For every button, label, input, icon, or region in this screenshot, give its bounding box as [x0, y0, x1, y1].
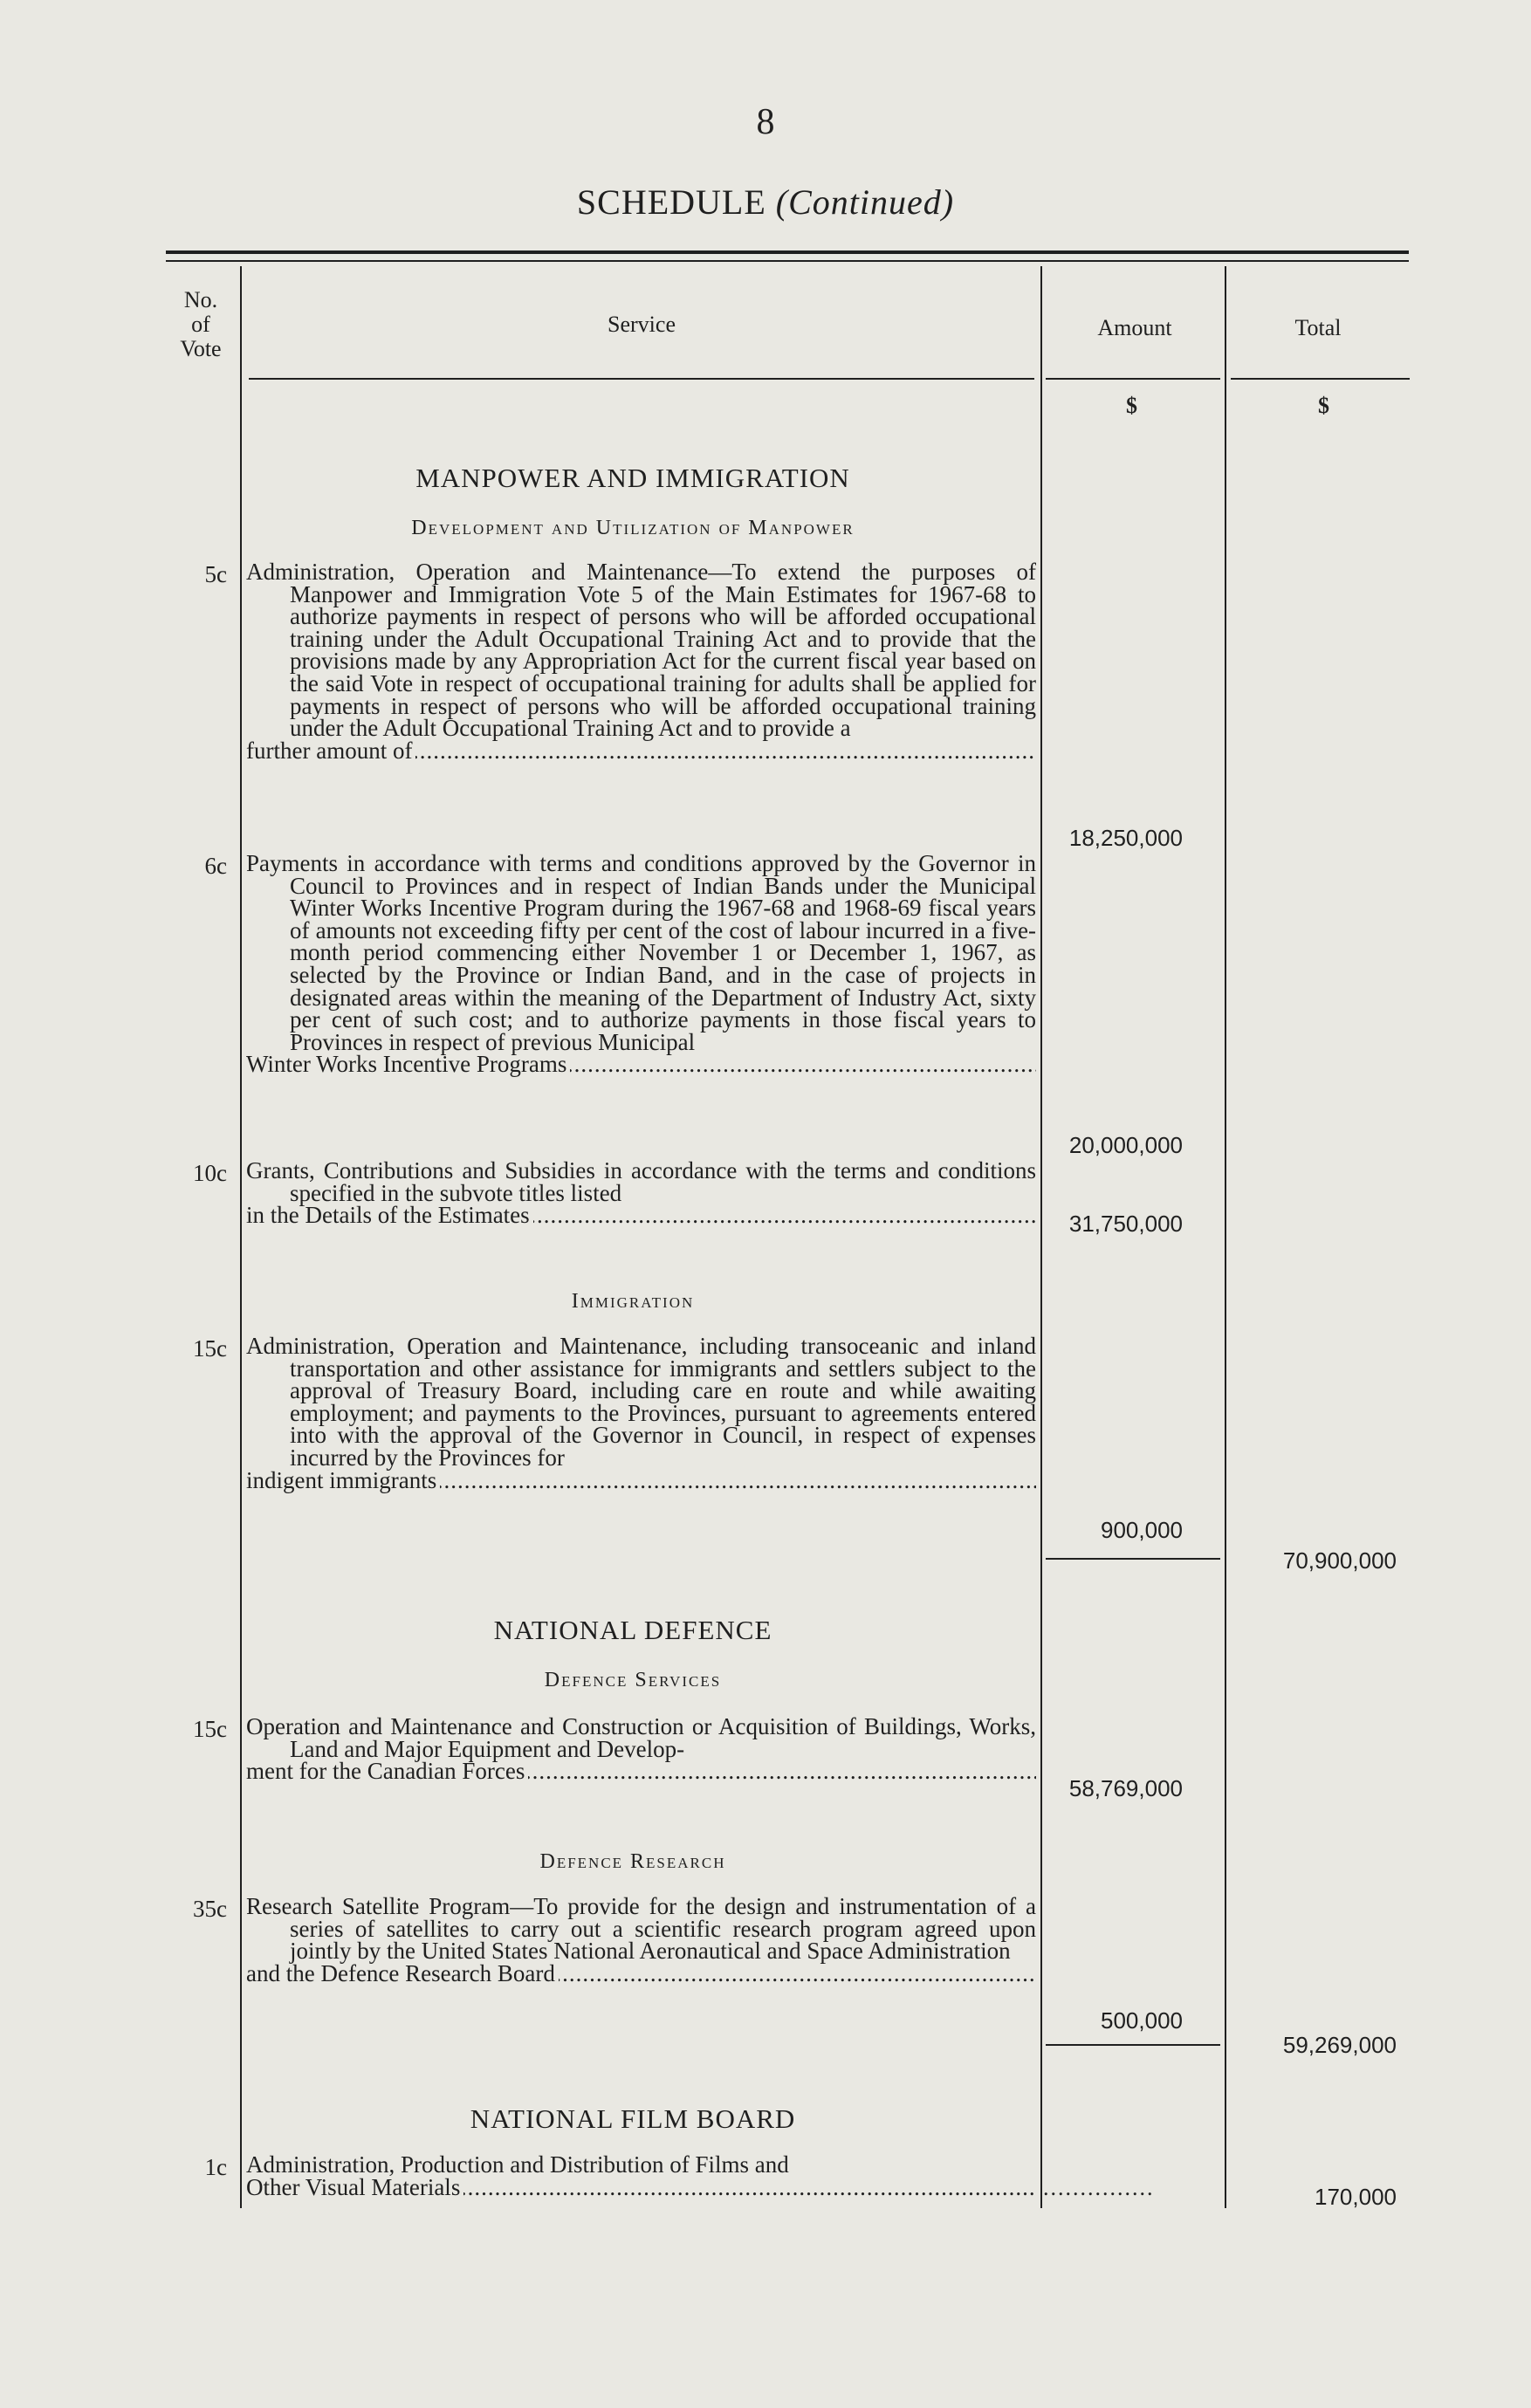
leader-line: Other Visual Materials ..... [290, 2177, 1036, 2199]
subsection-title: Defence Research [539, 1850, 726, 1873]
schedule-title [0, 182, 1531, 223]
header-vote: No. of Vote [180, 287, 222, 361]
leader-line: ment for the Canadian Forces ..... [290, 1760, 1036, 1783]
leader-dots [533, 1204, 1036, 1227]
leader-dots [463, 2177, 1036, 2199]
vote-amount: 20,000,000 [1068, 1132, 1183, 1158]
schedule-title-main: SCHEDULE [576, 182, 766, 222]
leader-dots [570, 1053, 1036, 1076]
amount-currency: $ [1126, 393, 1137, 418]
vote-number: 5c [204, 561, 227, 587]
leader-line: and the Defence Research Board ..... [290, 1963, 1036, 1986]
vote-amount-dots: ............... [1043, 2175, 1155, 2200]
leader-dots [415, 740, 1036, 763]
header-rule-service [249, 378, 1034, 380]
header-service: Service [608, 312, 676, 337]
vote-amount: 500,000 [1101, 2007, 1183, 2034]
section-total: 170,000 [1315, 2184, 1397, 2210]
col-rule-vote [240, 266, 242, 2208]
page-number: 8 [756, 102, 775, 142]
section-total: 59,269,000 [1282, 2032, 1397, 2058]
vote-amount: 900,000 [1101, 1517, 1183, 1543]
vote-description: Payments in accordance with terms and conditions approved by the Governor in Council to Provinces and in respect of Indian Bands under the Municipal Winter Works Incentive Program during the 1967-68 and 1968-69 fiscal years of amounts not exceeding fifty per cent of the cost of labour incurred in a five-month period commencing either November 1 or December 1, 1967, as selected by the Province or Indian Band, and in the case of projects in designated areas within the meaning of the Department of Industry Act, sixty per cent of such cost; and to authorize payments in those fiscal years to Provinces in respect of previous Municipal Winter Works Incentive Programs ..... [246, 853, 1036, 1076]
leader-dots [528, 1760, 1036, 1783]
top-rule-thick [166, 250, 1409, 254]
vote-number: 1c [204, 2154, 227, 2180]
subsection-title: Development and Utilization of Manpower [411, 517, 855, 539]
leader-dots [440, 1470, 1036, 1492]
vote-number: 35c [193, 1896, 227, 1922]
section-total: 70,900,000 [1282, 1547, 1397, 1574]
vote-description: Operation and Maintenance and Construction or Acquisition of Buildings, Works, Land and Major Equipment and Develop- ment for the Canadian Forces ..... [246, 1716, 1036, 1783]
vote-description: Administration, Operation and Maintenance—To extend the purposes of Manpower and Immigration Vote 5 of the Main Estimates for 1967-68 to authorize payments in respect of persons who will be afforded occupational training under the Adult Occupational Training Act and to provide that the provisions made by any Appropriation Act for the current fiscal year based on the said Vote in respect of occupational training for adults shall be applied for payments in respect of persons who will be afforded occupational training under the Adult Occupational Training Act and to provide a further amount of ..... [246, 561, 1036, 762]
section-title: NATIONAL DEFENCE [493, 1615, 772, 1645]
vote-number: 10c [193, 1160, 227, 1186]
header-rule-total [1231, 378, 1410, 380]
leader-dots [559, 1963, 1036, 1986]
subsection-title: Defence Services [544, 1669, 722, 1691]
section-title: NATIONAL FILM BOARD [470, 2103, 796, 2134]
vote-description: Research Satellite Program—To provide for the design and instrumentation of a series of satellites to carry out a scientific research program agreed upon jointly by the United States National Aeronautical and Space Administration and the Defence Research Board ..... [246, 1896, 1036, 1985]
vote-amount: 31,750,000 [1068, 1211, 1183, 1237]
vote-description: Grants, Contributions and Subsidies in accordance with the terms and conditions specified in the subvote titles listed in the Details of the Estimates ..... [246, 1160, 1036, 1227]
col-rule-amount [1225, 266, 1226, 2208]
vote-description: Administration, Operation and Maintenance, including transoceanic and inland transportation and other assistance for immigrants and settlers subject to the approval of Treasury Board, including care en route and while awaiting employment; and payments to the Provinces, pursuant to agreements entered into with the approval of the Governor in Council, in respect of expenses incurred by the Provinces for indigent immigrants ..... [246, 1335, 1036, 1492]
leader-line: in the Details of the Estimates ..... [290, 1204, 1036, 1227]
vote-amount: 18,250,000 [1068, 825, 1183, 851]
vote-amount: 58,769,000 [1068, 1775, 1183, 1801]
top-rule-thin [166, 260, 1409, 262]
leader-line: Winter Works Incentive Programs ..... [290, 1053, 1036, 1076]
vote-number: 6c [204, 853, 227, 879]
vote-description: Administration, Production and Distribution of Films and Other Visual Materials ..... [246, 2154, 1036, 2199]
col-rule-service [1040, 266, 1042, 2208]
vote-number: 15c [193, 1716, 227, 1742]
leader-line: further amount of ..... [290, 740, 1036, 763]
header-amount: Amount [1097, 315, 1172, 340]
schedule-title-continued: (Continued) [775, 182, 955, 222]
subsection-title: Immigration [571, 1290, 695, 1313]
subtotal-rule [1046, 2044, 1220, 2046]
total-currency: $ [1318, 393, 1329, 418]
section-title: MANPOWER AND IMMIGRATION [415, 463, 850, 493]
header-total: Total [1294, 315, 1342, 340]
leader-line: indigent immigrants ..... [290, 1470, 1036, 1492]
vote-number: 15c [193, 1335, 227, 1362]
header-rule-amount [1046, 378, 1220, 380]
subtotal-rule [1046, 1558, 1220, 1560]
